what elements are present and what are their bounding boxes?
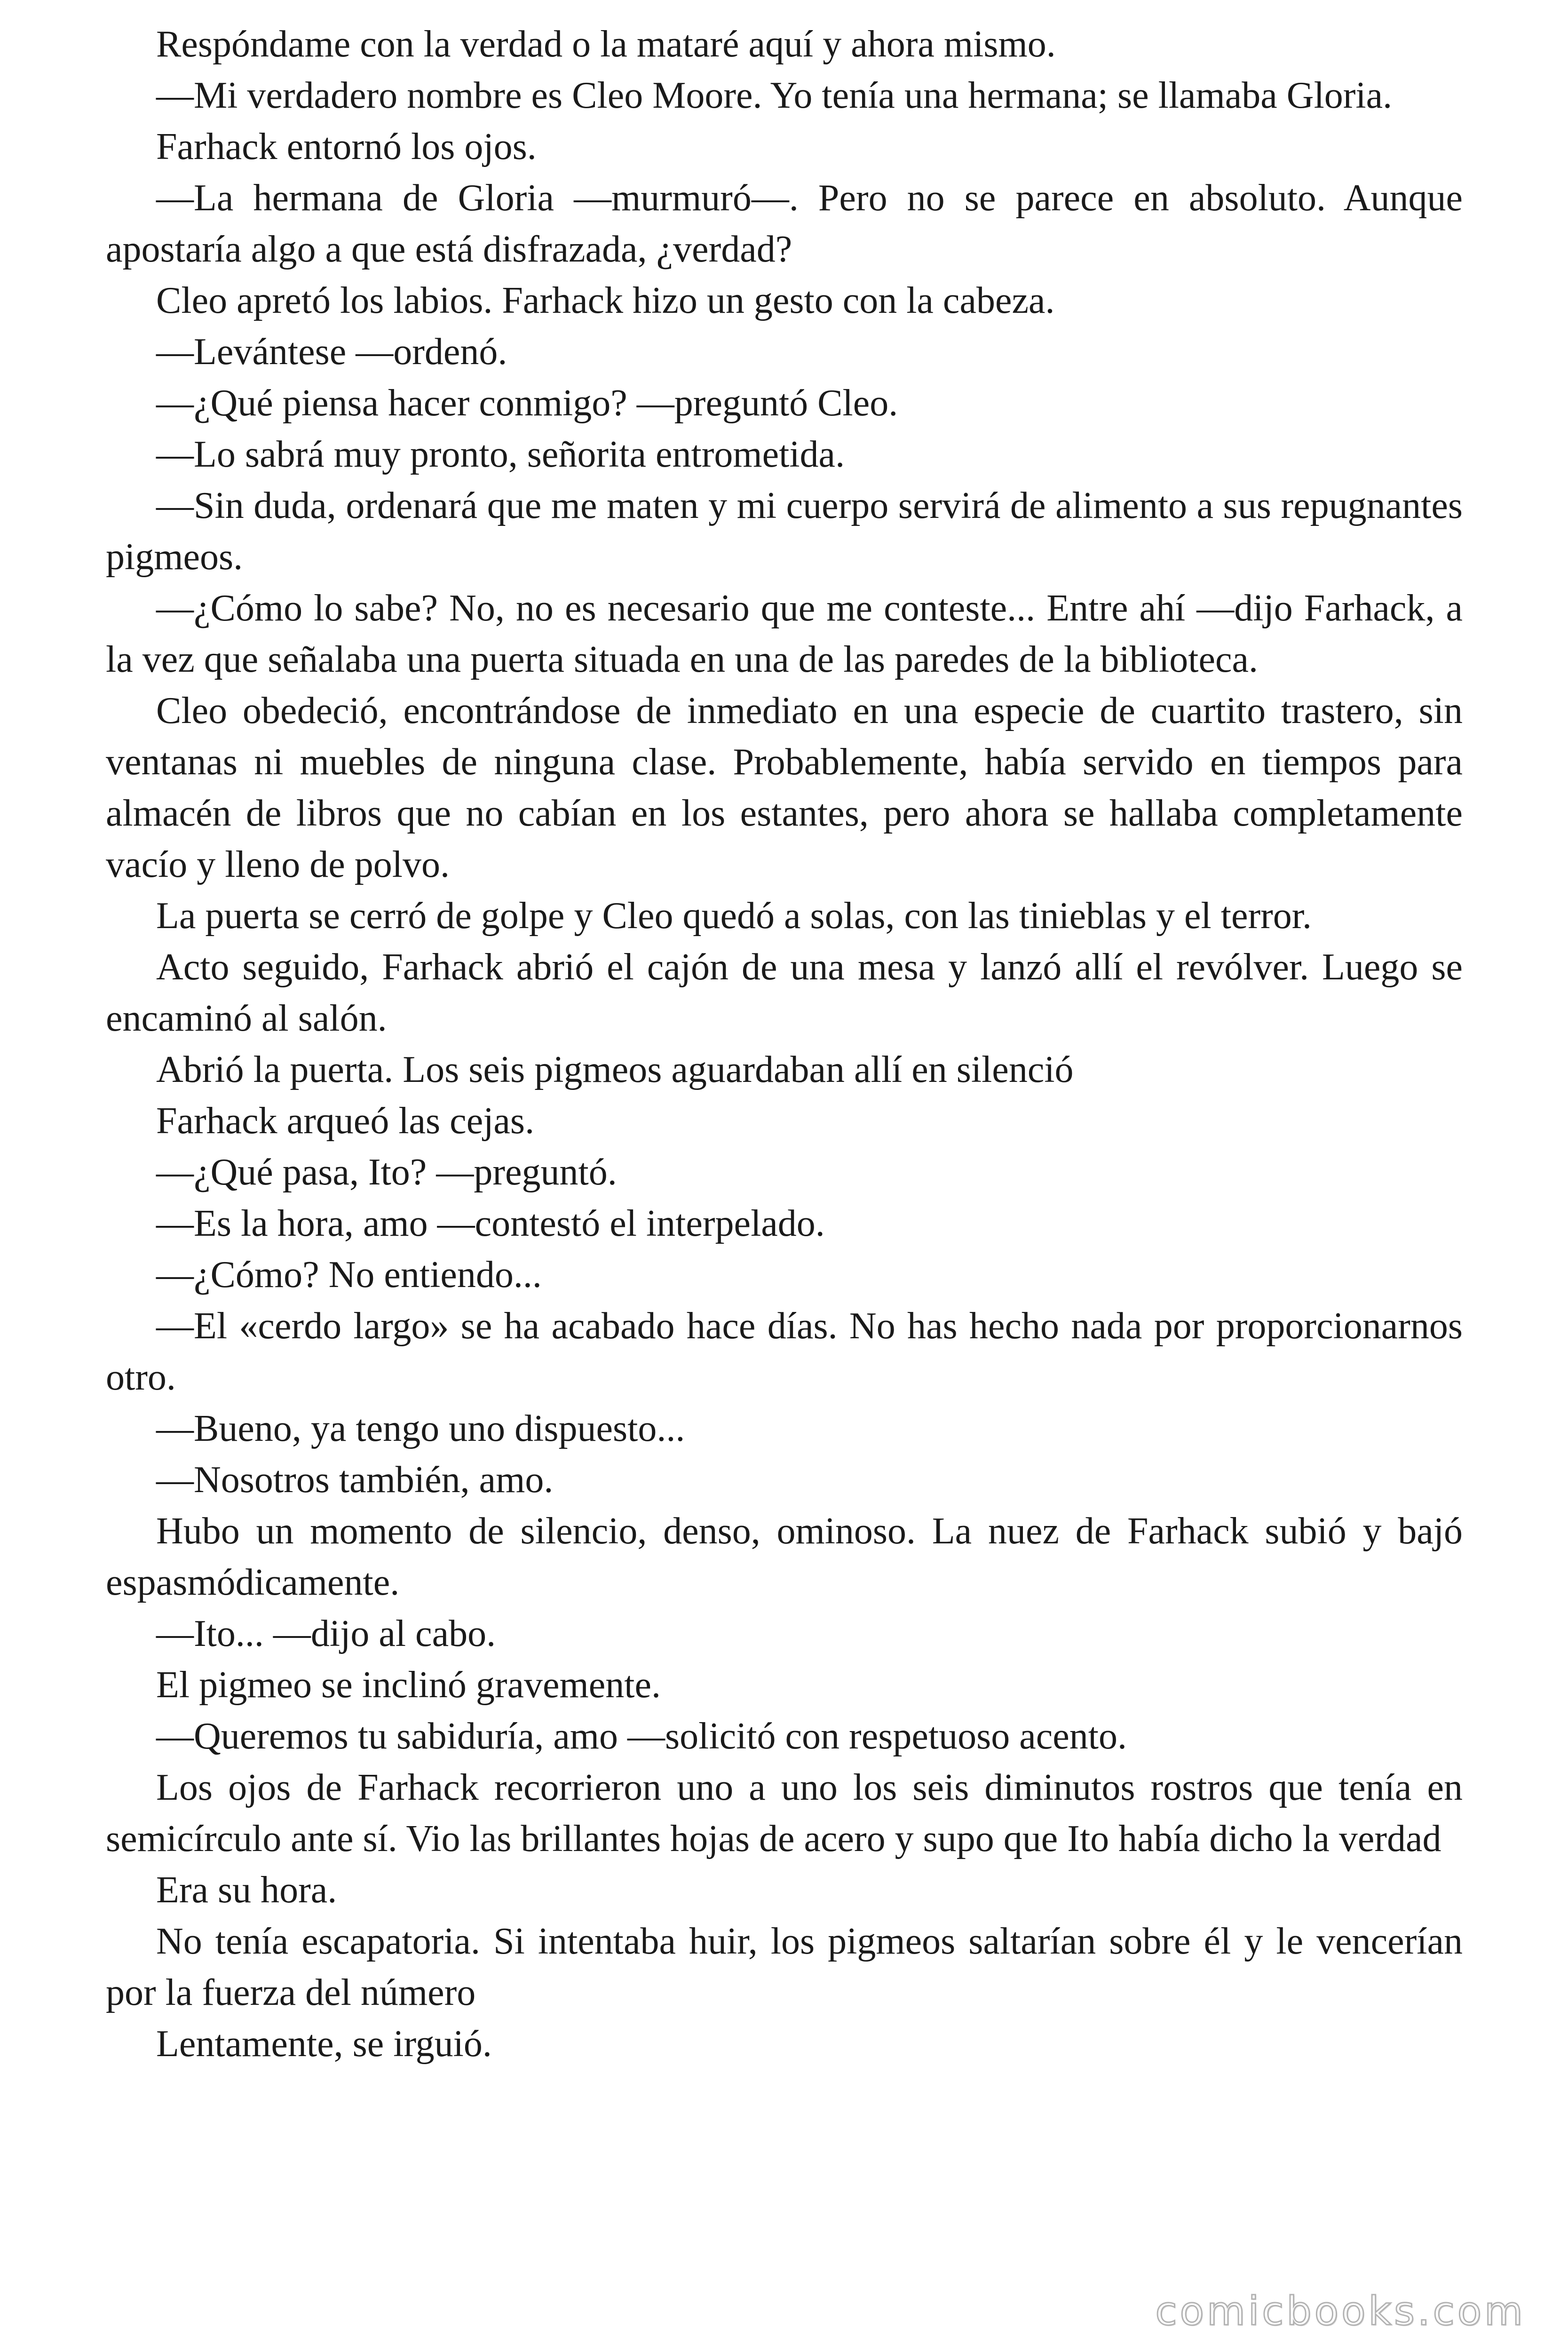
- paragraph: Acto seguido, Farhack abrió el cajón de una mesa y lanzó allí el revólver. Luego se encaminó al salón.: [106, 946, 1463, 1039]
- paragraph: Era su hora.: [156, 1869, 337, 1911]
- paragraph: Farhack entornó los ojos.: [156, 126, 537, 167]
- paragraph: —¿Qué piensa hacer conmigo? —preguntó Cleo.: [156, 382, 898, 424]
- paragraph: —¿Cómo lo sabe? No, no es necesario que me conteste... Entre ahí —dijo Farhack, a la vez que señalaba una puerta situada en una de las paredes de la biblioteca.: [106, 588, 1463, 680]
- paragraph: —Sin duda, ordenará que me maten y mi cuerpo servirá de alimento a sus repugnantes pigmeos.: [106, 485, 1463, 578]
- paragraph: —Ito... —dijo al cabo.: [156, 1613, 496, 1654]
- body-text: [106, 19, 1463, 2070]
- paragraph: Abrió la puerta. Los seis pigmeos aguardaban allí en silenció: [156, 1049, 1074, 1090]
- paragraph: Los ojos de Farhack recorrieron uno a uno los seis diminutos rostros que tenía en semicírculo ante sí. Vio las brillantes hojas de acero y supo que Ito había dicho la verdad: [106, 1767, 1463, 1859]
- paragraph: La puerta se cerró de golpe y Cleo quedó a solas, con las tinieblas y el terror.: [156, 895, 1312, 937]
- paragraph: Farhack arqueó las cejas.: [156, 1100, 535, 1142]
- paragraph: Cleo obedeció, encontrándose de inmediato en una especie de cuartito trastero, sin ventanas ni muebles de ninguna clase. Probablemente, había servido en tiempos para almacén de libros que no cabían en los estantes, pero ahora se hallaba completamente vacío y lleno de polvo.: [106, 690, 1463, 885]
- paragraph: El pigmeo se inclinó gravemente.: [156, 1664, 661, 1706]
- paragraph: —¿Cómo? No entiendo...: [156, 1254, 542, 1295]
- paragraph: —El «cerdo largo» se ha acabado hace días. No has hecho nada por proporcionarnos otro.: [106, 1305, 1463, 1398]
- paragraph: Hubo un momento de silencio, denso, ominoso. La nuez de Farhack subió y bajó espasmódicamente.: [106, 1510, 1463, 1603]
- paragraph: Respóndame con la verdad o la mataré aquí y ahora mismo.: [156, 24, 1056, 65]
- paragraph: —La hermana de Gloria —murmuró—. Pero no se parece en absoluto. Aunque apostaría algo a que está disfrazada, ¿verdad?: [106, 177, 1463, 270]
- paragraph: Lentamente, se irguió.: [156, 2023, 492, 2065]
- paragraph: —Queremos tu sabiduría, amo —solicitó con respetuoso acento.: [156, 1716, 1127, 1757]
- watermark: comicbooks.com: [1155, 2288, 1526, 2334]
- paragraph: —Es la hora, amo —contestó el interpelado.: [156, 1203, 825, 1244]
- paragraph: No tenía escapatoria. Si intentaba huir, los pigmeos saltarían sobre él y le vencerían por la fuerza del número: [106, 1921, 1463, 2013]
- paragraph: —¿Qué pasa, Ito? —preguntó.: [156, 1152, 617, 1193]
- paragraph: —Levántese —ordenó.: [156, 331, 507, 373]
- paragraph: —Bueno, ya tengo uno dispuesto...: [156, 1408, 685, 1449]
- paragraph: —Lo sabrá muy pronto, señorita entrometida.: [156, 434, 845, 475]
- paragraph: —Nosotros también, amo.: [156, 1459, 554, 1501]
- paragraph: —Mi verdadero nombre es Cleo Moore. Yo tenía una hermana; se llamaba Gloria.: [156, 75, 1393, 116]
- paragraph: Cleo apretó los labios. Farhack hizo un gesto con la cabeza.: [156, 280, 1055, 321]
